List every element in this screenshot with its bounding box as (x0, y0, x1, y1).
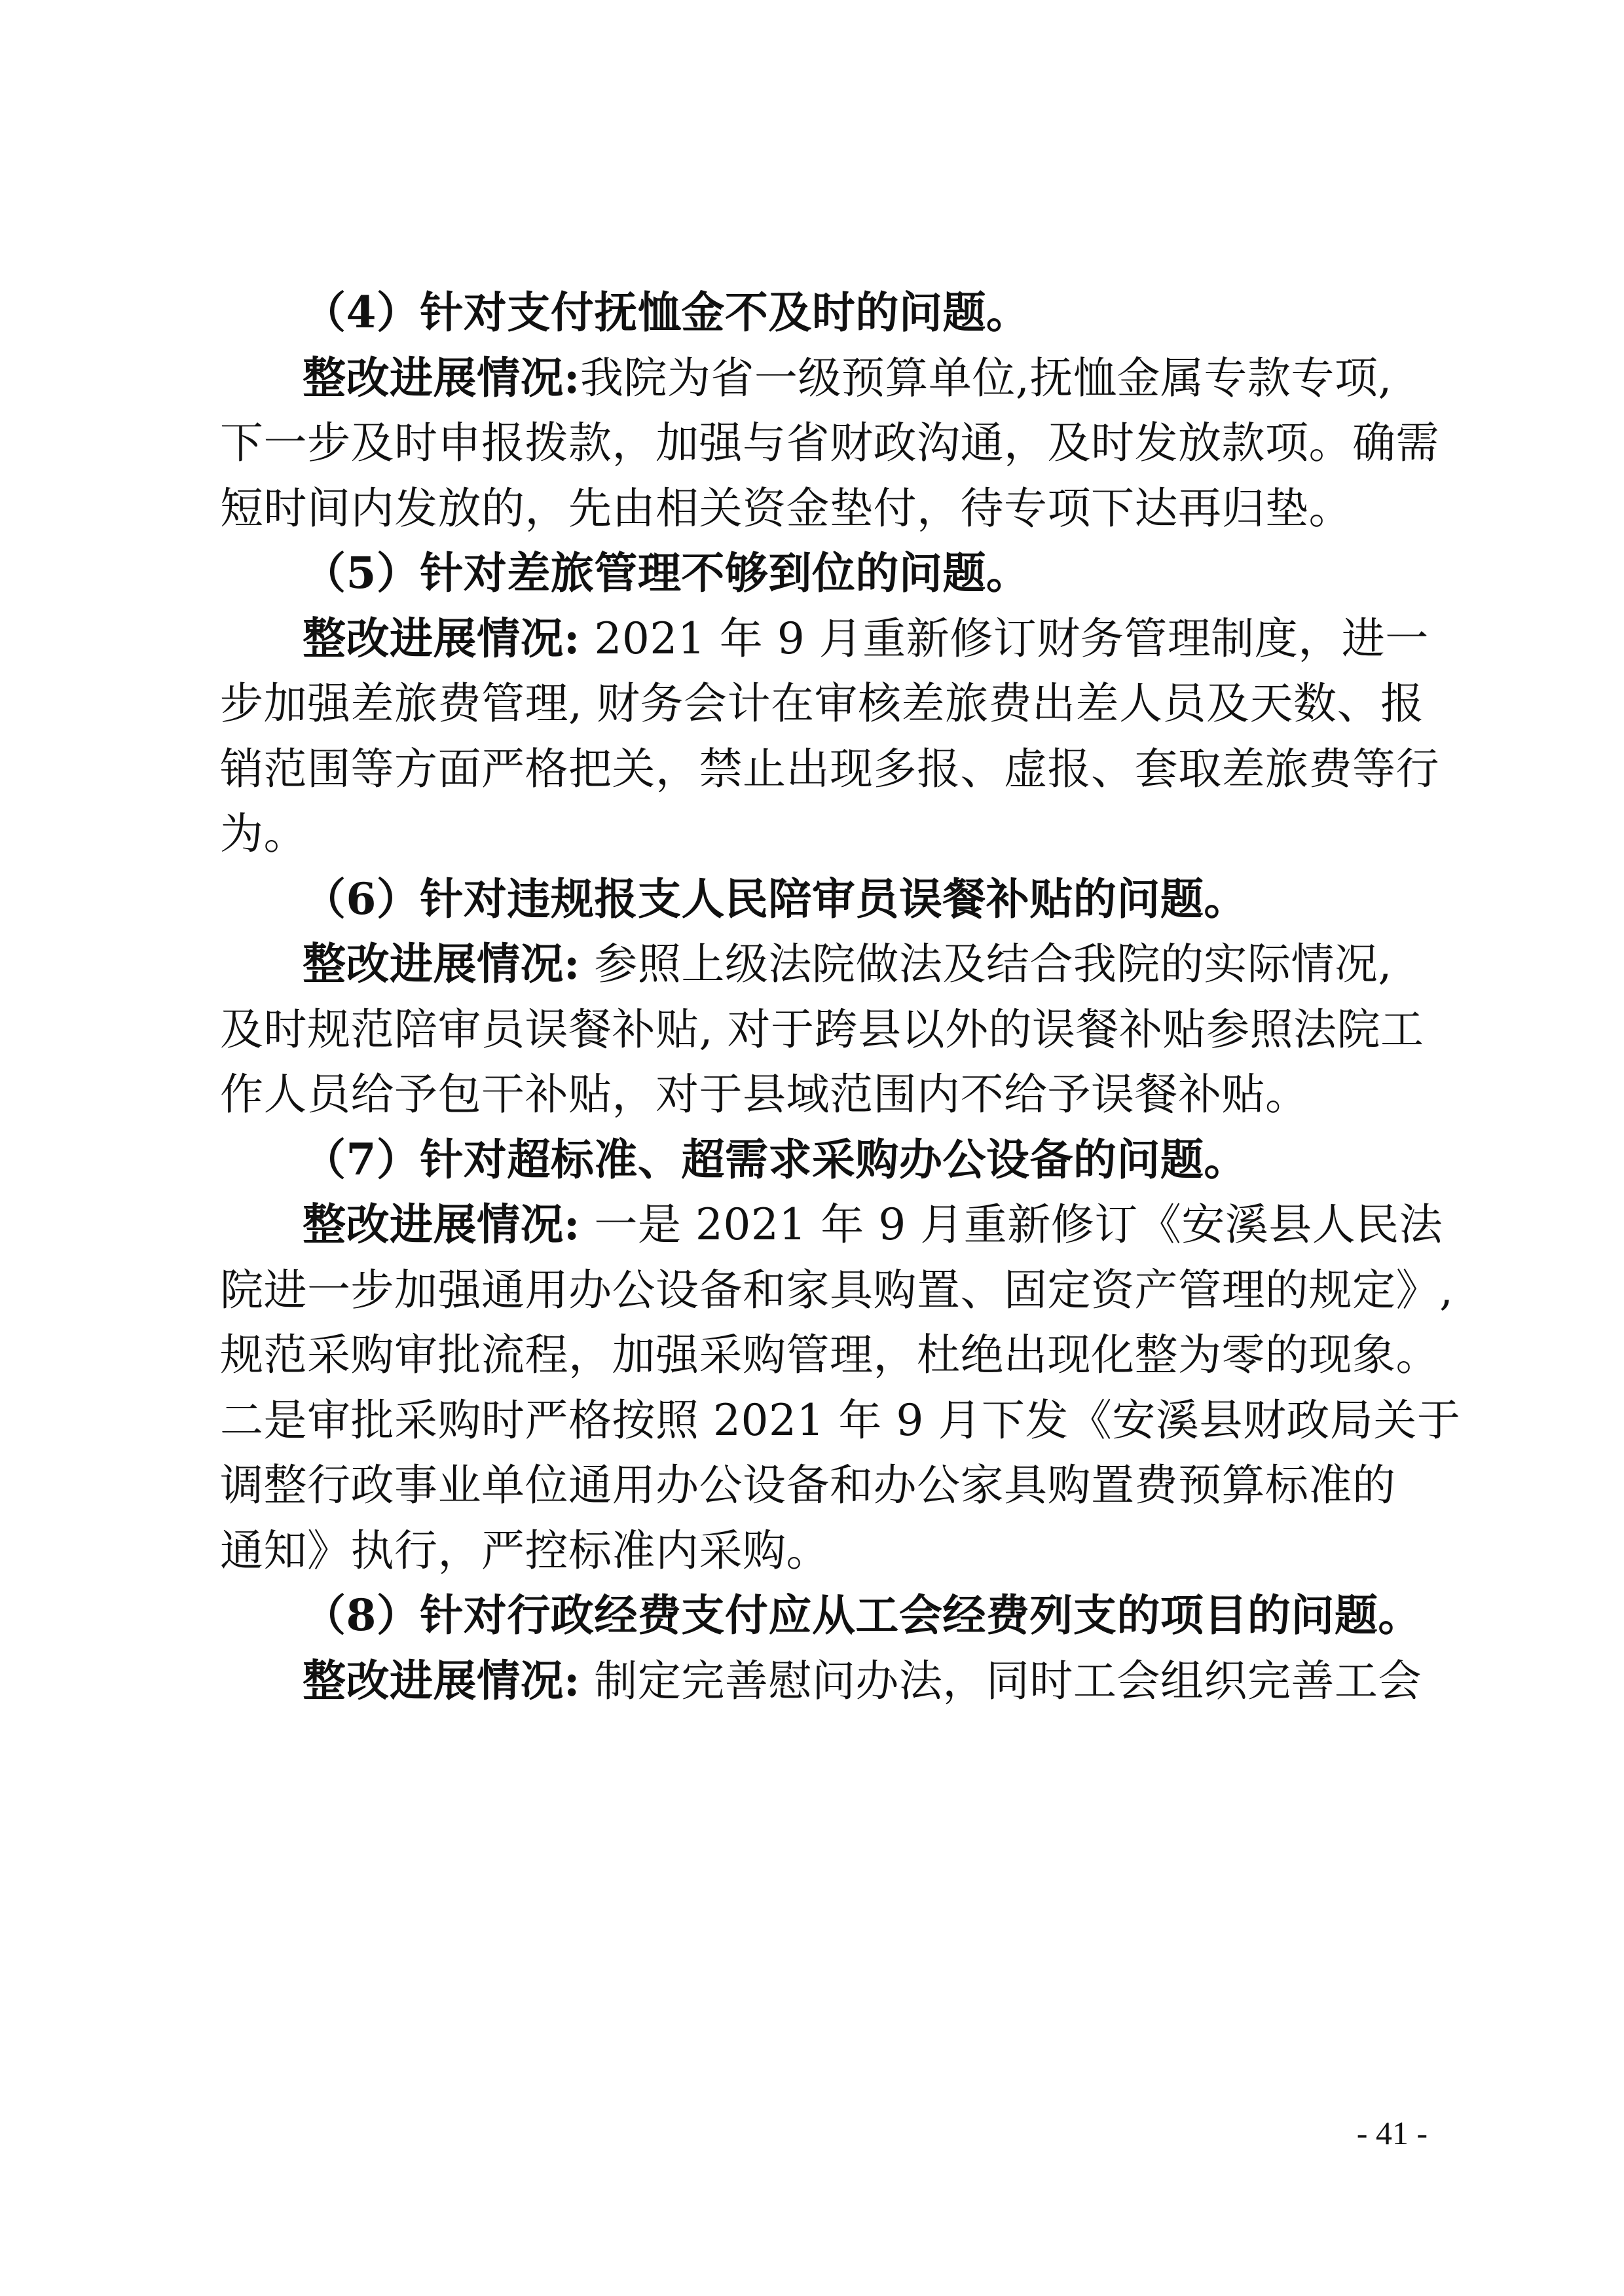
progress-label: 整改进展情况: (303, 612, 580, 664)
paragraph-line: 通知》执行，严控标准内采购。 (220, 1525, 830, 1576)
paragraph-line (220, 932, 1412, 997)
paragraph-line: 步加强差旅费管理, 财务会计在审核差旅费出差人员及天数、报 (220, 678, 1424, 729)
progress-label: 整改进展情况: (303, 1199, 580, 1250)
paragraph-line: 调整行政事业单位通用办公设备和办公家具购置费预算标准的 (220, 1460, 1396, 1510)
paragraph-text: 参照上级法院做法及结合我院的实际情况, (580, 939, 1392, 989)
paragraph-line: 为。 (220, 809, 307, 859)
paragraph-text: 一是 2021 年 9 月重新修订《安溪县人民法 (580, 1199, 1443, 1250)
progress-label: 整改进展情况: (303, 1654, 580, 1706)
paragraph-line (220, 606, 1429, 672)
progress-label: 整改进展情况: (303, 352, 580, 403)
paragraph-line (220, 346, 1412, 411)
page-number: - 41 - (1356, 2115, 1428, 2151)
document-body (220, 280, 1461, 1713)
section-heading-5: （5）针对差旅管理不够到位的问题。 (303, 547, 1030, 598)
paragraph-text: 2021 年 9 月重新修订财务管理制度，进一 (580, 613, 1429, 664)
paragraph-line: 二是审批采购时严格按照 2021 年 9 月下发《安溪县财政局关于 (220, 1394, 1461, 1446)
paragraph-text: 我院为省一级预算单位,抚恤金属专款专项, (580, 352, 1392, 403)
paragraph-line: 规范采购审批流程，加强采购管理，杜绝出现化整为零的现象。 (220, 1330, 1439, 1380)
paragraph-line: 下一步及时申报拨款，加强与省财政沟通，及时发放款项。确需 (220, 418, 1439, 468)
paragraph-line: 院进一步加强通用办公设备和家具购置、固定资产管理的规定》, (220, 1264, 1454, 1315)
paragraph-line: 及时规范陪审员误餐补贴, 对于跨县以外的误餐补贴参照法院工 (220, 1004, 1424, 1055)
progress-label: 整改进展情况: (303, 938, 580, 989)
paragraph-line (220, 1649, 1422, 1714)
section-heading-6: （6）针对违规报支人民陪审员误餐补贴的问题。 (303, 873, 1247, 924)
section-heading-4: （4）针对支付抚恤金不及时的问题。 (303, 287, 1030, 338)
section-heading-8: （8）针对行政经费支付应从工会经费列支的项目的问题。 (303, 1590, 1422, 1641)
paragraph-line: 短时间内发放的，先由相关资金垫付，待专项下达再归垫。 (220, 483, 1352, 534)
paragraph-line: 作人员给予包干补贴，对于县域范围内不给予误餐补贴。 (220, 1069, 1309, 1120)
paragraph-line (220, 1192, 1443, 1258)
paragraph-line: 销范围等方面严格把关，禁止出现多报、虚报、套取差旅费等行 (220, 743, 1439, 794)
section-heading-7: （7）针对超标准、超需求采购办公设备的问题。 (303, 1133, 1247, 1185)
paragraph-text: 制定完善慰问办法，同时工会组织完善工会 (580, 1655, 1422, 1706)
